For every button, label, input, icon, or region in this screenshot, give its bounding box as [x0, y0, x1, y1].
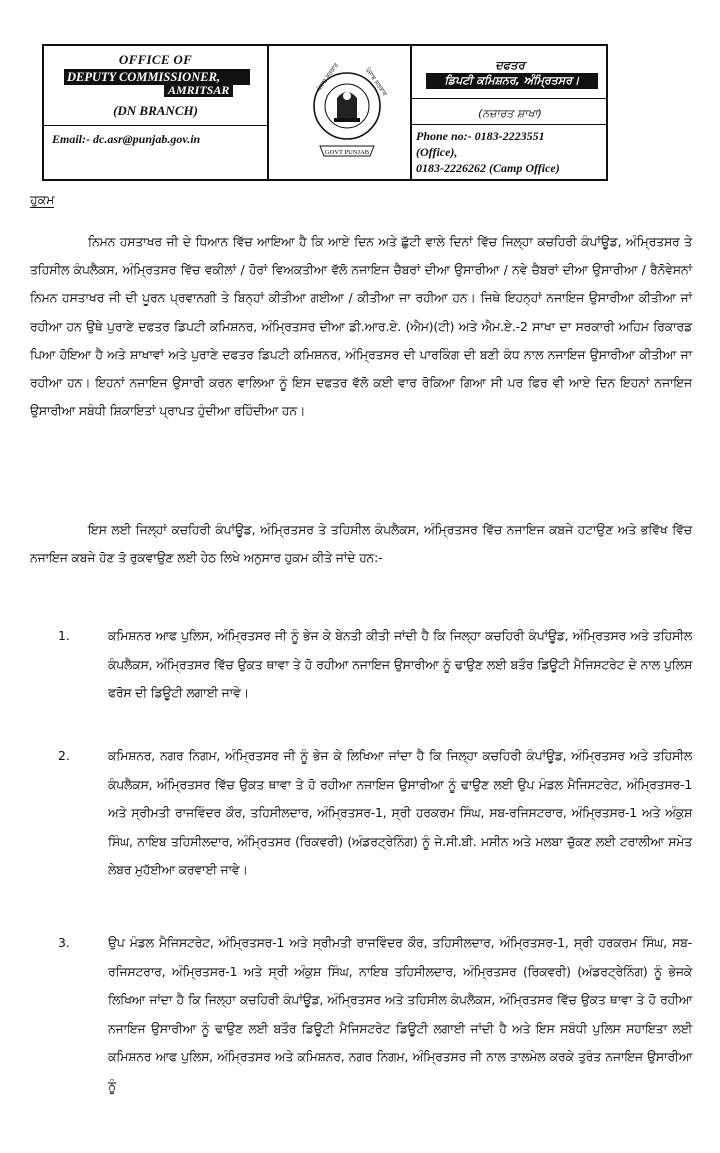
emblem-svg: [312, 56, 389, 176]
item-number: 2.: [58, 748, 70, 763]
deputy-commissioner-label: DEPUTY COMMISSIONER,: [64, 69, 250, 85]
emblem-text-left: ਪੰਜਾਬ ਸਰਕਾਰ: [315, 61, 340, 93]
paragraph-1: ਨਿਮਨ ਹਸਤਾਖਰ ਜੀ ਦੇ ਧਿਆਨ ਵਿੱਚ ਆਇਆ ਹੈ ਕਿ ਆਏ ਦਿਨ ਅਤੇ ਛੁੱਟੀ ਵਾਲੇ ਦਿਨਾਂ ਵਿੱਚ ਜਿਲ੍ਹਾ ਕਚਹਿਰੀ ਕੰਪਾਂਊਡ, ਅੰਮ੍ਰਿਤਸਰ ਤੇ ਤਹਿਸੀਲ ਕੰਪਲੈਕਸ, ਅੰਮ੍ਰਿਤਸਰ ਵਿੱਚ ਵਕੀਲਾਂ / ਹੋਰਾਂ ਵਿਅਕਤੀਆ ਵੱਲੋ ਨਜਾਇਜ ਚੈਬਰਾਂ ਦੀਆ ਉਸਾਰੀਆ / ਨਵੇ ਚੈਬਰਾਂ ਦੀਆ ਉਸਾਰੀਆ / ਰੈਨੋਵੇਸਨਾਂ ਨਿਮਨ ਹਸਤਾਖਰ ਜੀ ਦੀ ਪੂਰਨ ਪ੍ਰਵਾਨਗੀ ਤੇ ਬਿਨ੍ਹਾਂ ਕੀਤੀਆ ਗਈਆ / ਕੀਤੀਆ ਜਾ ਰਹੀਆ ਹਨ। ਜਿਥੇ ਇਹਨ੍ਹਾਂ ਨਜਾਇਜ ਉਸਾਰੀਆ ਕੀਤੀਆ ਜਾਂ ਰਹੀਆ ਹਨ ਉਥੇ ਪੁਰਾਣੇ ਦਫਤਰ ਡਿਪਟੀ ਕਮਿਸ਼ਨਰ, ਅੰਮ੍ਰਿਤਸਰ ਦੀਆ ਡੀ.ਆਰ.ਏ. (ਐਮ)(ਟੀ) ਅਤੇ ਐਮ.ਏ.-2 ਸਾਖਾ ਦਾ ਸਰਕਾਰੀ ਅਹਿਮ ਰਿਕਾਰਡ ਪਿਆ ਹੋਇਆ ਹੈ ਅਤੇ ਸ਼ਾਖਾਵਾਂ ਅਤੇ ਪੁਰਾਣੇ ਦਫਤਰ ਡਿਪਟੀ ਕਮਿਸ਼ਨਰ, ਅੰਮ੍ਰਿਤਸਰ ਦੀ ਪਾਰਕਿੰਗ ਦੀ ਬਣੀ ਕੰਧ ਨਾਲ ਨਜਾਇਜ ਉਸਾਰੀਆ ਕੀਤੀਆ ਜਾ ਰਹੀਆ ਹਨ। ਇਹਨਾਂ ਨਜਾਇਜ ਉਸਾਰੀ ਕਰਨ ਵਾਲਿਆ ਨੂੰ ਇਸ ਦਫਤਰ ਵੱਲੋ ਕਈ ਵਾਰ ਰੋਕਿਆ ਗਿਆ ਸੀ ਪਰ ਫਿਰ ਵੀ ਆਏ ਦਿਨ ਇਹਨਾਂ ਨਜਾਇਜ ਉਸਾਰੀਆ ਸਬੰਧੀ ਸ਼ਿਕਾਇਤਾਂ ਪ੍ਰਾਪਤ ਹੁੰਦੀਆ ਰਹਿੰਦੀਆ ਹਨ।: [30, 234, 692, 419]
emblem-text-right: ਪੰਜਾਬ ਸਰਕਾਰ: [363, 66, 389, 98]
item-number: 1.: [58, 628, 70, 643]
phone-line: (Office),: [416, 145, 458, 159]
punjab-govt-emblem-icon: [312, 56, 389, 176]
phone-line: Phone no:- 0183-2223551: [416, 129, 545, 143]
office-of-label: OFFICE OF: [118, 52, 193, 67]
phone-numbers: [416, 128, 608, 176]
phone-line: 0183-2226262 (Camp Office): [416, 161, 560, 175]
order-heading: ਹੁਕਮ: [30, 192, 55, 207]
nazarat-branch-label: (ਨਜ਼ਾਰਤ ਸ਼ਾਖਾ): [478, 107, 542, 120]
dc-punjabi-label: ਡਿਪਟੀ ਕਮਿਸ਼ਨਰ, ਅੰਮ੍ਰਿਤਸਰ।: [426, 73, 598, 89]
divider: [412, 124, 608, 125]
emblem-banner-text: GOVT PUNJAB: [324, 149, 370, 156]
item-text: ਕਮਿਸ਼ਨਰ, ਨਗਰ ਨਿਗਮ, ਅੰਮ੍ਰਿਤਸਰ ਜੀ ਨੂੰ ਭੇਜ ਕੇ ਲਿਖਿਆ ਜਾਂਦਾ ਹੈ ਕਿ ਜਿਲ੍ਹਾ ਕਚਹਿਰੀ ਕੰਪਾਂਊਡ, ਅੰਮ੍ਰਿਤਸਰ ਅਤੇ ਤਹਿਸੀਲ ਕੰਪਲੈਕਸ, ਅੰਮ੍ਰਿਤਸਰ ਵਿੱਚ ਉਕਤ ਥਾਵਾ ਤੇ ਹੋ ਰਹੀਆ ਨਜਾਇਜ ਉਸਾਰੀਆ ਨੂੰ ਢਾਉਣ ਲਈ ਉਪ ਮੰਡਲ ਮੈਜਿਸਟਰੇਟ, ਅੰਮ੍ਰਿਤਸਰ-1 ਅਤੇ ਸ੍ਰੀਮਤੀ ਰਾਜਵਿੰਦਰ ਕੌਰ, ਤਹਿਸੀਲਦਾਰ, ਅੰਮ੍ਰਿਤਸਰ-1, ਸ੍ਰੀ ਹਰਕਰਮ ਸਿੰਘ, ਸਬ-ਰਜਿਸਟਰਾਰ, ਅੰਮ੍ਰਿਤਸਰ-1 ਅਤੇ ਅੰਕੁਸ਼ ਸਿੰਘ, ਨਾਇਬ ਤਹਿਸੀਲਦਾਰ, ਅੰਮ੍ਰਿਤਸਰ (ਰਿਕਵਰੀ) (ਅੰਡਰਟ੍ਰੇਨਿੰਗ) ਨੂੰ ਜੇ.ਸੀ.ਬੀ. ਮਸੀਨ ਅਤੇ ਮਲਬਾ ਚੁੱਕਣ ਲਈ ਟਰਾਲੀਆ ਸਮੇਤ ਲੇਬਰ ਮੁਹੱਈਆ ਕਰਵਾਈ ਜਾਵੇ।: [108, 748, 692, 878]
daftar-label: ਦਫਤਰ: [495, 58, 525, 72]
amritsar-label: AMRITSAR: [164, 84, 233, 97]
item-text: ਕਮਿਸ਼ਨਰ ਆਫ ਪੁਲਿਸ, ਅੰਮ੍ਰਿਤਸਰ ਜੀ ਨੂੰ ਭੇਜ ਕੇ ਬੇਨਤੀ ਕੀਤੀ ਜਾਂਦੀ ਹੈ ਕਿ ਜਿਲ੍ਹਾ ਕਚਹਿਰੀ ਕੰਪਾਂਊਡ, ਅੰਮ੍ਰਿਤਸਰ ਅਤੇ ਤਹਿਸੀਲ ਕੰਪਲੈਕਸ, ਅੰਮ੍ਰਿਤਸਰ ਵਿੱਚ ਉਕਤ ਥਾਵਾ ਤੇ ਹੋ ਰਹੀਆ ਨਜਾਇਜ ਉਸਾਰੀਆ ਨੂੰ ਢਾਉਣ ਲਈ ਬਤੌਰ ਡਿਊਟੀ ਮੈਜਿਸਟਰੇਟ ਦੇ ਨਾਲ ਪੁਲਿਸ ਫਰੋਸ ਦੀ ਡਿਊਟੀ ਲਗਾਈ ਜਾਵੇ।: [108, 628, 692, 701]
divider: [44, 125, 267, 126]
email-address: Email:- dc.asr@punjab.gov.in: [52, 132, 201, 146]
letterhead-punjabi-block: [410, 46, 608, 179]
item-text: ਉਪ ਮੰਡਲ ਮੈਜਿਸਟਰੇਟ, ਅੰਮ੍ਰਿਤਸਰ-1 ਅਤੇ ਸ੍ਰੀਮਤੀ ਰਾਜਵਿੰਦਰ ਕੌਰ, ਤਹਿਸੀਲਦਾਰ, ਅੰਮ੍ਰਿਤਸਰ-1, ਸ੍ਰੀ ਹਰਕਰਮ ਸਿੰਘ, ਸਬ-ਰਜਿਸਟਰਾਰ, ਅੰਮ੍ਰਿਤਸਰ-1 ਅਤੇ ਸ੍ਰੀ ਅੰਕੁਸ਼ ਸਿੰਘ, ਨਾਇਬ ਤਹਿਸੀਲਦਾਰ, ਅੰਮ੍ਰਿਤਸਰ (ਰਿਕਵਰੀ) (ਅੰਡਰਟ੍ਰੇਨਿੰਗ) ਨੂੰ ਭੇਜਕੇ ਲਿਖਿਆ ਜਾਂਦਾ ਹੈ ਕਿ ਜਿਲ੍ਹਾ ਕਚਹਿਰੀ ਕੰਪਾਂਊਡ, ਅੰਮ੍ਰਿਤਸਰ ਅਤੇ ਤਹਿਸੀਲ ਕੰਪਲੈਕਸ, ਅੰਮ੍ਰਿਤਸਰ ਵਿੱਚ ਉਕਤ ਥਾਵਾ ਤੇ ਹੋ ਰਹੀਆ ਨਜਾਇਜ ਉਸਾਰੀਆ ਨੂੰ ਢਾਉਣ ਲਈ ਬਤੌਰ ਡਿਊਟੀ ਮੈਜਿਸਟਰੇਟ ਡਿਊਟੀ ਲਗਾਈ ਜਾਂਦੀ ਹੈ ਅਤੇ ਇਸ ਸਬੰਧੀ ਪੁਲਿਸ ਸਹਾਇਤਾ ਲਈ ਕਮਿਸ਼ਨਰ ਆਫ ਪੁਲਿਸ, ਅੰਮ੍ਰਿਤਸਰ ਅਤੇ ਕਮਿਸ਼ਨਰ, ਨਗਰ ਨਿਗਮ, ਅੰਮ੍ਰਿਤਸਰ ਜੀ ਨਾਲ ਤਾਲਮੇਲ ਕਰਕੇ ਤੁਰੰਤ ਨਜਾਇਜ ਉਸਾਰੀਆ ਨੂੰ: [108, 935, 692, 1093]
letterhead-english-block: [44, 46, 269, 179]
paragraph-2: ਇਸ ਲਈ ਜਿਲ੍ਹਾਂ ਕਚਹਿਰੀ ਕੰਪਾਂਊਡ, ਅੰਮ੍ਰਿਤਸਰ ਤੇ ਤਹਿਸੀਲ ਕੰਪਲੈਕਸ, ਅੰਮ੍ਰਿਤਸਰ ਵਿੱਚ ਨਜਾਇਜ ਕਬਜੇ ਹਟਾਉਣ ਅਤੇ ਭਵਿੱਖ ਵਿੱਚ ਨਜਾਇਜ ਕਬਜੇ ਹੋਣ ਤੋ ਰੁਕਵਾਉਣ ਲਈ ਹੇਠ ਲਿਖੇ ਅਨੁਸਾਰ ਹੁਕਮ ਕੀਤੇ ਜਾਂਦੇ ਹਨ:-: [30, 522, 692, 566]
letterhead: [42, 44, 608, 181]
dn-branch-label: (DN BRANCH): [113, 103, 198, 118]
item-number: 3.: [58, 935, 70, 950]
divider: [412, 98, 608, 99]
